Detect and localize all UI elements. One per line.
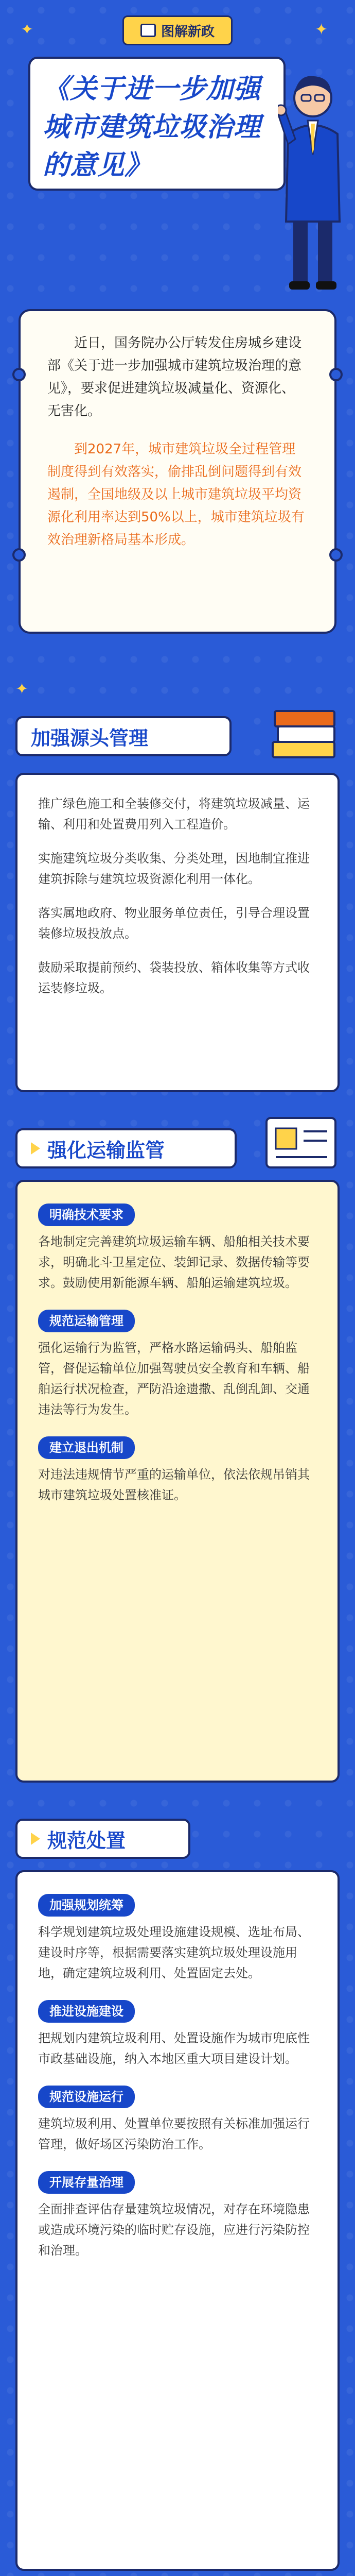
block-text: 对违法违规情节严重的运输单位，依法依规吊销其城市建筑垃圾处置核准证。 — [38, 1467, 310, 1502]
list-item: 实施建筑垃圾分类收集、分类处理，因地制宜推进建筑拆除与建筑垃圾资源化利用一体化。 — [38, 851, 310, 886]
block-text: 建筑垃圾利用、处置单位要按照有关标准加强运行管理，做好场区污染防治工作。 — [38, 2116, 310, 2151]
block-label: 建立退出机制 — [38, 1436, 135, 1459]
triangle-icon — [31, 1142, 40, 1155]
section-heading-transport — [15, 1128, 237, 1168]
binder-ring — [329, 548, 343, 562]
block-label: 规范运输管理 — [38, 1310, 135, 1332]
block-label: 规范设施运行 — [38, 2086, 135, 2108]
block-label: 加强规划统筹 — [38, 1894, 135, 1917]
board-illustration — [262, 1113, 340, 1175]
brand-label: 图解新政 — [161, 24, 215, 40]
intro-paragraph: 近日，国务院办公厅转发住房城乡建设部《关于进一步加强城市建筑垃圾治理的意见》，要求促进建筑垃圾减量化、资源化、无害化。 — [47, 335, 302, 419]
section-title: 加强源头管理 — [31, 726, 149, 750]
content-block — [38, 1891, 317, 1984]
star-icon: ✦ — [21, 21, 34, 39]
presenter-illustration — [278, 67, 347, 294]
list-item: 落实属地政府、物业服务单位责任，引导合理设置装修垃圾投放点。 — [38, 906, 310, 941]
section-title: 强化运输监管 — [47, 1139, 165, 1162]
content-block — [38, 1997, 317, 2069]
section-heading-disposal — [15, 1819, 190, 1859]
block-label: 开展存量治理 — [38, 2171, 135, 2194]
star-icon: ✦ — [15, 680, 29, 698]
binder-ring — [12, 548, 26, 562]
block-label: 明确技术要求 — [38, 1204, 135, 1226]
brand-tab — [122, 15, 233, 45]
block-text: 各地制定完善建筑垃圾运输车辆、船舶相关技术要求，明确北斗卫星定位、装卸记录、数据传输等要求。鼓励使用新能源车辆、船舶运输建筑垃圾。 — [38, 1234, 310, 1290]
list-item: 鼓励采取提前预约、袋装投放、箱体收集等方式收运装修垃圾。 — [38, 960, 310, 995]
intro-goal-paragraph: 到2027年，城市建筑垃圾全过程管理制度得到有效落实，偷排乱倒问题得到有效遏制，全国地级及以上城市建筑垃圾平均资源化利用率达到50%以上，城市建筑垃圾有效治理新格局基本形成。 — [47, 442, 305, 548]
block-text: 强化运输行为监管，严格水路运输码头、船舶监管，督促运输单位加强驾驶员安全教育和车辆、船舶运行状况检查，严防沿途遗撒、乱倒乱卸、交通违法等行为发生。 — [38, 1341, 310, 1417]
content-block — [38, 2168, 317, 2261]
binder-ring — [12, 368, 26, 381]
binder-ring — [329, 368, 343, 381]
triangle-icon — [31, 1833, 40, 1845]
block-text: 把规划内建筑垃圾利用、处置设施作为城市兜底性市政基础设施，纳入本地区重大项目建设计划。 — [38, 2031, 310, 2066]
block-text: 科学规划建筑垃圾处理设施建设规模、选址布局、建设时序等，根据需要落实建筑垃圾处理设施用地，确定建筑垃圾利用、处置固定去处。 — [38, 1925, 310, 1980]
star-icon: ✦ — [315, 21, 328, 39]
section-card-disposal — [15, 1870, 340, 2571]
folder-icon — [140, 24, 156, 37]
list-item: 推广绿色施工和全装修交付，将建筑垃圾减量、运输、利用和处置费用列入工程造价。 — [38, 796, 310, 832]
content-block — [38, 1433, 317, 1505]
section-title: 规范处置 — [47, 1829, 126, 1852]
content-block — [38, 1307, 317, 1420]
block-label: 推进设施建设 — [38, 2000, 135, 2023]
section-card-source — [15, 773, 340, 1092]
books-illustration — [268, 706, 340, 762]
intro-card — [19, 309, 336, 634]
section-card-transport — [15, 1180, 340, 1783]
title-card — [28, 57, 286, 191]
section-heading-source — [15, 716, 232, 756]
page-title: 《关于进一步加强城市建筑垃圾治理的意见》 — [43, 73, 261, 181]
block-text: 全面排查评估存量建筑垃圾情况，对存在环境隐患或造成环境污染的临时贮存设施，应进行污染防控和治理。 — [38, 2202, 310, 2258]
content-block — [38, 1200, 317, 1293]
content-block — [38, 2082, 317, 2155]
